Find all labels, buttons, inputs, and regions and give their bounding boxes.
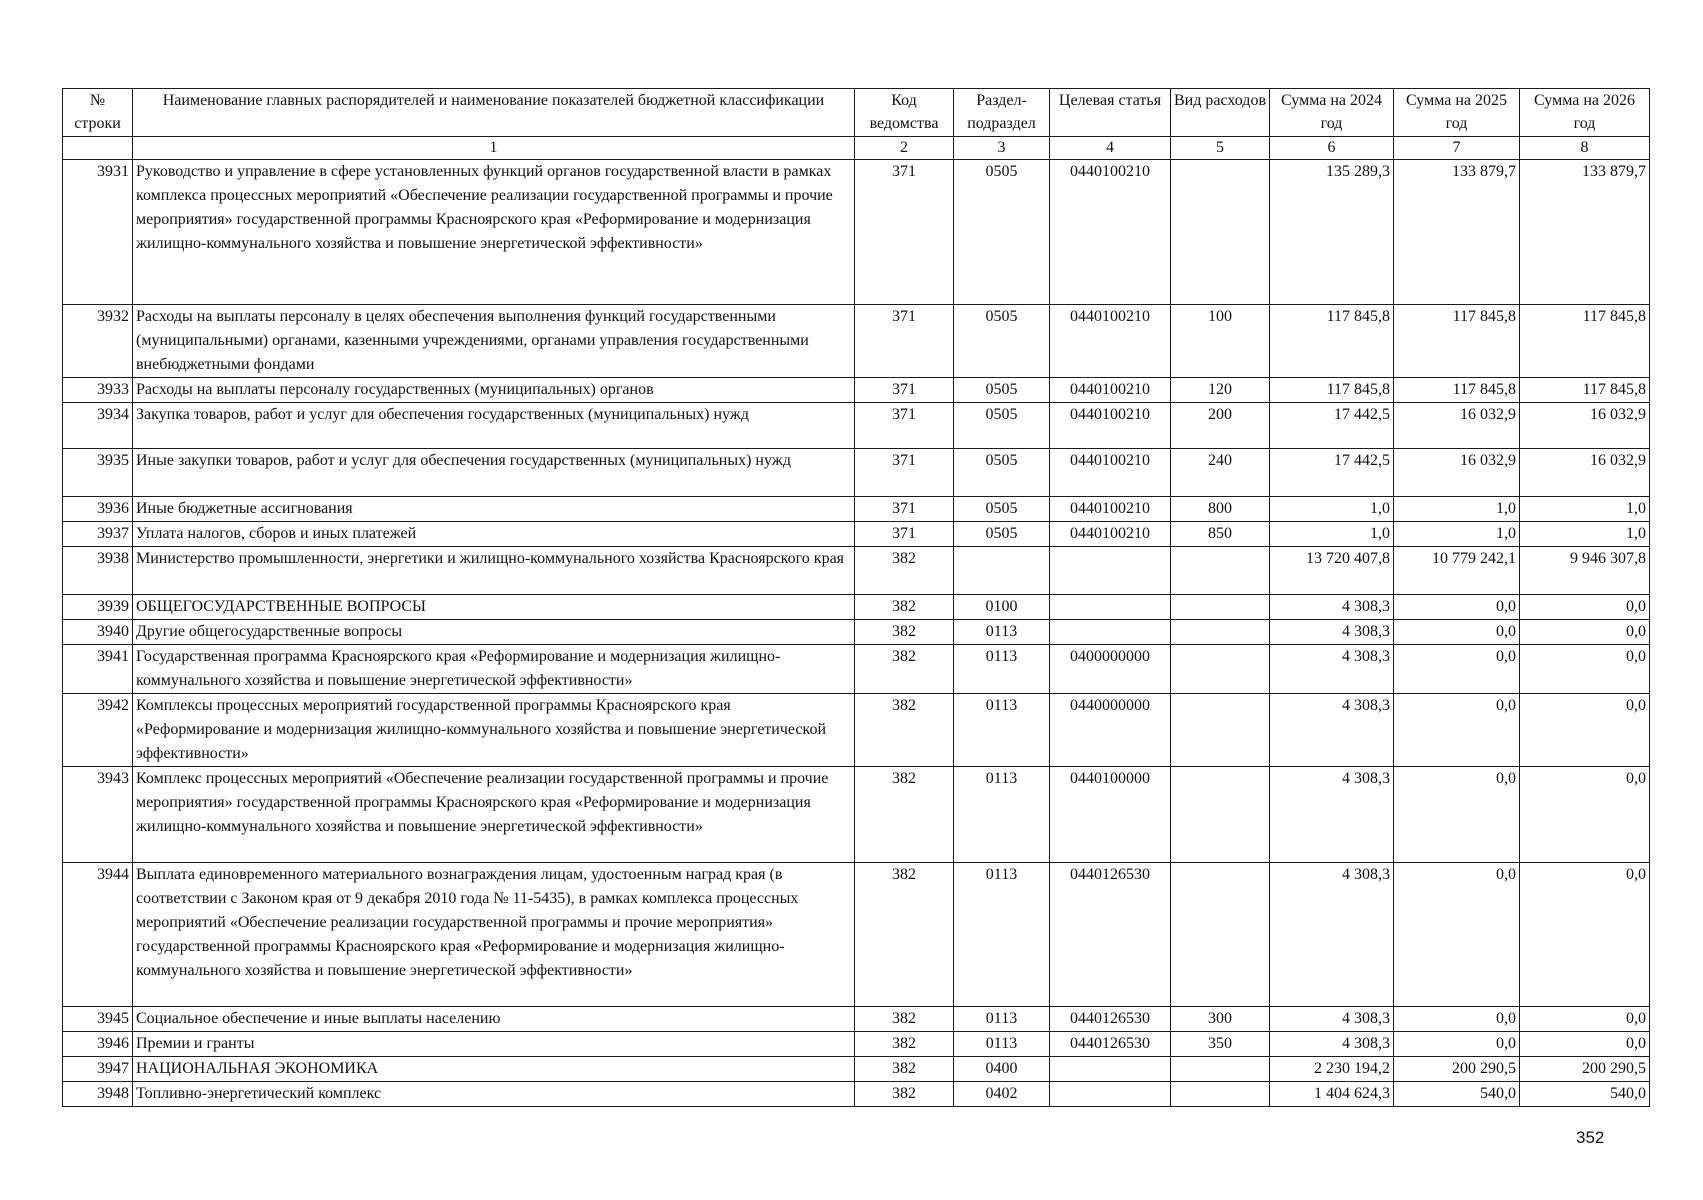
row-number: 3941 xyxy=(63,645,133,694)
row-target: 0440000000 xyxy=(1050,694,1171,767)
row-expense-type xyxy=(1171,694,1270,767)
row-number: 3931 xyxy=(63,160,133,305)
table-row xyxy=(63,1082,1650,1107)
row-target: 0440100000 xyxy=(1050,767,1171,863)
table-row xyxy=(63,305,1650,378)
row-sum-2024: 1,0 xyxy=(1270,497,1394,522)
header-section: Раздел-подраздел xyxy=(954,89,1050,137)
row-sum-2026: 0,0 xyxy=(1520,1007,1650,1032)
row-sum-2024: 4 308,3 xyxy=(1270,595,1394,620)
row-expense-type xyxy=(1171,863,1270,1007)
column-number: 5 xyxy=(1171,137,1270,160)
row-dept-code: 382 xyxy=(855,547,954,595)
row-target: 0440100210 xyxy=(1050,497,1171,522)
row-dept-code: 382 xyxy=(855,1032,954,1057)
row-sum-2025: 0,0 xyxy=(1394,863,1520,1007)
table-row xyxy=(63,160,1650,305)
row-sum-2024: 1,0 xyxy=(1270,522,1394,547)
row-expense-type: 200 xyxy=(1171,403,1270,449)
row-name: Топливно-энергетический комплекс xyxy=(133,1082,855,1107)
row-expense-type: 850 xyxy=(1171,522,1270,547)
row-sum-2025: 0,0 xyxy=(1394,1007,1520,1032)
row-number: 3939 xyxy=(63,595,133,620)
row-sum-2026: 117 845,8 xyxy=(1520,378,1650,403)
row-target: 0440100210 xyxy=(1050,160,1171,305)
column-number: 6 xyxy=(1270,137,1394,160)
column-number: 3 xyxy=(954,137,1050,160)
row-target xyxy=(1050,1082,1171,1107)
table-row xyxy=(63,1057,1650,1082)
row-number: 3946 xyxy=(63,1032,133,1057)
row-expense-type xyxy=(1171,645,1270,694)
row-section: 0113 xyxy=(954,863,1050,1007)
table-row xyxy=(63,620,1650,645)
row-section: 0113 xyxy=(954,645,1050,694)
row-sum-2025: 0,0 xyxy=(1394,620,1520,645)
row-number: 3944 xyxy=(63,863,133,1007)
row-sum-2026: 0,0 xyxy=(1520,1032,1650,1057)
row-number: 3936 xyxy=(63,497,133,522)
row-sum-2025: 0,0 xyxy=(1394,767,1520,863)
header-row-no: № строки xyxy=(63,89,133,137)
row-sum-2025: 200 290,5 xyxy=(1394,1057,1520,1082)
column-number: 4 xyxy=(1050,137,1171,160)
header-sum-2026: Сумма на 2026 год xyxy=(1520,89,1650,137)
row-sum-2026: 200 290,5 xyxy=(1520,1057,1650,1082)
row-name: НАЦИОНАЛЬНАЯ ЭКОНОМИКА xyxy=(133,1057,855,1082)
row-number: 3940 xyxy=(63,620,133,645)
row-expense-type: 300 xyxy=(1171,1007,1270,1032)
row-number: 3933 xyxy=(63,378,133,403)
row-section: 0505 xyxy=(954,305,1050,378)
column-number: 7 xyxy=(1394,137,1520,160)
row-expense-type xyxy=(1171,160,1270,305)
row-target xyxy=(1050,620,1171,645)
row-name: Социальное обеспечение и иные выплаты населению xyxy=(133,1007,855,1032)
row-sum-2026: 0,0 xyxy=(1520,595,1650,620)
row-name: Комплексы процессных мероприятий государственной программы Красноярского края «Реформирование и модернизация жилищно-коммунального хозяйства и повышение энергетической эффективности» xyxy=(133,694,855,767)
row-section xyxy=(954,547,1050,595)
row-expense-type: 100 xyxy=(1171,305,1270,378)
row-sum-2025: 540,0 xyxy=(1394,1082,1520,1107)
row-sum-2026: 1,0 xyxy=(1520,497,1650,522)
row-sum-2025: 1,0 xyxy=(1394,497,1520,522)
table-row xyxy=(63,1007,1650,1032)
row-dept-code: 382 xyxy=(855,1082,954,1107)
row-dept-code: 371 xyxy=(855,160,954,305)
header-target: Целевая статья xyxy=(1050,89,1171,137)
row-name: ОБЩЕГОСУДАРСТВЕННЫЕ ВОПРОСЫ xyxy=(133,595,855,620)
row-dept-code: 382 xyxy=(855,863,954,1007)
row-target xyxy=(1050,547,1171,595)
header-sum-2024: Сумма на 2024 год xyxy=(1270,89,1394,137)
row-sum-2024: 13 720 407,8 xyxy=(1270,547,1394,595)
row-section: 0505 xyxy=(954,497,1050,522)
table-row xyxy=(63,863,1650,1007)
row-expense-type xyxy=(1171,620,1270,645)
row-name: Премии и гранты xyxy=(133,1032,855,1057)
header-sum-2025: Сумма на 2025 год xyxy=(1394,89,1520,137)
row-section: 0505 xyxy=(954,522,1050,547)
row-sum-2025: 117 845,8 xyxy=(1394,305,1520,378)
row-target xyxy=(1050,1057,1171,1082)
row-sum-2026: 0,0 xyxy=(1520,767,1650,863)
row-section: 0113 xyxy=(954,1032,1050,1057)
row-dept-code: 382 xyxy=(855,1057,954,1082)
column-number xyxy=(63,137,133,160)
row-name: Другие общегосударственные вопросы xyxy=(133,620,855,645)
row-expense-type: 800 xyxy=(1171,497,1270,522)
table-row xyxy=(63,449,1650,497)
row-sum-2026: 133 879,7 xyxy=(1520,160,1650,305)
row-expense-type: 240 xyxy=(1171,449,1270,497)
row-number: 3942 xyxy=(63,694,133,767)
row-expense-type: 350 xyxy=(1171,1032,1270,1057)
header-name: Наименование главных распорядителей и наименование показателей бюджетной классификации xyxy=(133,89,855,137)
row-target: 0440126530 xyxy=(1050,1007,1171,1032)
row-dept-code: 371 xyxy=(855,305,954,378)
row-number: 3937 xyxy=(63,522,133,547)
row-sum-2026: 117 845,8 xyxy=(1520,305,1650,378)
row-target: 0440100210 xyxy=(1050,522,1171,547)
row-dept-code: 382 xyxy=(855,595,954,620)
row-sum-2025: 16 032,9 xyxy=(1394,449,1520,497)
row-dept-code: 371 xyxy=(855,497,954,522)
row-name: Уплата налогов, сборов и иных платежей xyxy=(133,522,855,547)
row-number: 3935 xyxy=(63,449,133,497)
row-target: 0440100210 xyxy=(1050,305,1171,378)
row-name: Расходы на выплаты персоналу в целях обеспечения выполнения функций государственными (муниципальными) органами, казенными учреждениями, органами управления государственными внебюджетными фондами xyxy=(133,305,855,378)
row-sum-2024: 4 308,3 xyxy=(1270,1032,1394,1057)
row-sum-2024: 4 308,3 xyxy=(1270,620,1394,645)
row-sum-2026: 0,0 xyxy=(1520,694,1650,767)
row-section: 0505 xyxy=(954,449,1050,497)
row-sum-2026: 1,0 xyxy=(1520,522,1650,547)
table-row xyxy=(63,497,1650,522)
table-row xyxy=(63,694,1650,767)
row-sum-2024: 17 442,5 xyxy=(1270,449,1394,497)
row-expense-type xyxy=(1171,595,1270,620)
row-sum-2024: 4 308,3 xyxy=(1270,694,1394,767)
row-dept-code: 371 xyxy=(855,378,954,403)
row-dept-code: 382 xyxy=(855,645,954,694)
row-number: 3945 xyxy=(63,1007,133,1032)
row-section: 0113 xyxy=(954,1007,1050,1032)
header-dept-code: Код ведомства xyxy=(855,89,954,137)
row-section: 0113 xyxy=(954,694,1050,767)
row-name: Иные бюджетные ассигнования xyxy=(133,497,855,522)
row-target: 0440100210 xyxy=(1050,378,1171,403)
row-sum-2025: 0,0 xyxy=(1394,595,1520,620)
row-name: Комплекс процессных мероприятий «Обеспечение реализации государственной программы и прочие мероприятия» государственной программы Красноярского края «Реформирование и модернизация жилищно-коммунального хозяйства и повышение энергетической эффективности» xyxy=(133,767,855,863)
table-row xyxy=(63,378,1650,403)
row-target: 0440100210 xyxy=(1050,403,1171,449)
row-sum-2025: 1,0 xyxy=(1394,522,1520,547)
row-dept-code: 371 xyxy=(855,522,954,547)
row-dept-code: 382 xyxy=(855,1007,954,1032)
row-sum-2024: 4 308,3 xyxy=(1270,645,1394,694)
row-expense-type xyxy=(1171,767,1270,863)
row-sum-2024: 4 308,3 xyxy=(1270,863,1394,1007)
row-section: 0400 xyxy=(954,1057,1050,1082)
row-sum-2026: 0,0 xyxy=(1520,645,1650,694)
row-sum-2025: 16 032,9 xyxy=(1394,403,1520,449)
row-number: 3932 xyxy=(63,305,133,378)
row-name: Закупка товаров, работ и услуг для обеспечения государственных (муниципальных) нужд xyxy=(133,403,855,449)
row-target: 0440126530 xyxy=(1050,863,1171,1007)
budget-table xyxy=(62,88,1650,1107)
row-name: Иные закупки товаров, работ и услуг для обеспечения государственных (муниципальных) нужд xyxy=(133,449,855,497)
table-row xyxy=(63,547,1650,595)
row-name: Выплата единовременного материального вознаграждения лицам, удостоенным наград края (в соответствии с Законом края от 9 декабря 2010 года № 11-5435), в рамках комплекса процессных мероприятий «Обеспечение реализации государственной программы и прочие мероприятия» государственной программы Красноярского края «Реформирование и модернизация жилищно-коммунального хозяйства и повышение энергетической эффективности» xyxy=(133,863,855,1007)
row-sum-2025: 10 779 242,1 xyxy=(1394,547,1520,595)
row-number: 3938 xyxy=(63,547,133,595)
table-row xyxy=(63,595,1650,620)
row-sum-2026: 16 032,9 xyxy=(1520,403,1650,449)
row-section: 0402 xyxy=(954,1082,1050,1107)
table-row xyxy=(63,522,1650,547)
row-section: 0100 xyxy=(954,595,1050,620)
page-number: 352 xyxy=(1576,1128,1605,1147)
column-number: 1 xyxy=(133,137,855,160)
row-expense-type xyxy=(1171,1082,1270,1107)
table-row xyxy=(63,403,1650,449)
row-sum-2025: 117 845,8 xyxy=(1394,378,1520,403)
row-sum-2024: 135 289,3 xyxy=(1270,160,1394,305)
row-sum-2024: 2 230 194,2 xyxy=(1270,1057,1394,1082)
row-sum-2024: 4 308,3 xyxy=(1270,1007,1394,1032)
row-sum-2024: 117 845,8 xyxy=(1270,305,1394,378)
row-expense-type xyxy=(1171,547,1270,595)
column-number: 2 xyxy=(855,137,954,160)
row-sum-2025: 0,0 xyxy=(1394,694,1520,767)
row-dept-code: 382 xyxy=(855,694,954,767)
row-number: 3934 xyxy=(63,403,133,449)
row-number: 3947 xyxy=(63,1057,133,1082)
row-sum-2025: 133 879,7 xyxy=(1394,160,1520,305)
row-name: Государственная программа Красноярского края «Реформирование и модернизация жилищно-коммунального хозяйства и повышение энергетической эффективности» xyxy=(133,645,855,694)
row-expense-type: 120 xyxy=(1171,378,1270,403)
row-name: Руководство и управление в сфере установленных функций органов государственной власти в рамках комплекса процессных мероприятий «Обеспечение реализации государственной программы и прочие мероприятия» государственной программы Красноярского края «Реформирование и модернизация жилищно-коммунального хозяйства и повышение энергетической эффективности» xyxy=(133,160,855,305)
header-expense-type: Вид расходов xyxy=(1171,89,1270,137)
row-sum-2026: 9 946 307,8 xyxy=(1520,547,1650,595)
row-dept-code: 371 xyxy=(855,449,954,497)
row-name: Министерство промышленности, энергетики и жилищно-коммунального хозяйства Красноярского края xyxy=(133,547,855,595)
column-numbers-row xyxy=(63,137,1650,160)
row-name: Расходы на выплаты персоналу государственных (муниципальных) органов xyxy=(133,378,855,403)
row-target xyxy=(1050,595,1171,620)
row-section: 0113 xyxy=(954,767,1050,863)
row-number: 3943 xyxy=(63,767,133,863)
row-expense-type xyxy=(1171,1057,1270,1082)
row-number: 3948 xyxy=(63,1082,133,1107)
row-sum-2024: 117 845,8 xyxy=(1270,378,1394,403)
column-number: 8 xyxy=(1520,137,1650,160)
row-section: 0505 xyxy=(954,403,1050,449)
row-dept-code: 382 xyxy=(855,620,954,645)
row-sum-2024: 17 442,5 xyxy=(1270,403,1394,449)
table-row xyxy=(63,645,1650,694)
row-section: 0505 xyxy=(954,378,1050,403)
row-sum-2024: 4 308,3 xyxy=(1270,767,1394,863)
row-section: 0505 xyxy=(954,160,1050,305)
row-sum-2026: 0,0 xyxy=(1520,863,1650,1007)
row-sum-2026: 540,0 xyxy=(1520,1082,1650,1107)
row-section: 0113 xyxy=(954,620,1050,645)
row-sum-2025: 0,0 xyxy=(1394,1032,1520,1057)
row-dept-code: 371 xyxy=(855,403,954,449)
table-body xyxy=(63,160,1650,1107)
table-row xyxy=(63,767,1650,863)
row-sum-2024: 1 404 624,3 xyxy=(1270,1082,1394,1107)
row-sum-2025: 0,0 xyxy=(1394,645,1520,694)
table-header xyxy=(63,89,1650,160)
row-target: 0440100210 xyxy=(1050,449,1171,497)
row-target: 0440126530 xyxy=(1050,1032,1171,1057)
row-dept-code: 382 xyxy=(855,767,954,863)
row-target: 0400000000 xyxy=(1050,645,1171,694)
row-sum-2026: 0,0 xyxy=(1520,620,1650,645)
row-sum-2026: 16 032,9 xyxy=(1520,449,1650,497)
table-row xyxy=(63,1032,1650,1057)
